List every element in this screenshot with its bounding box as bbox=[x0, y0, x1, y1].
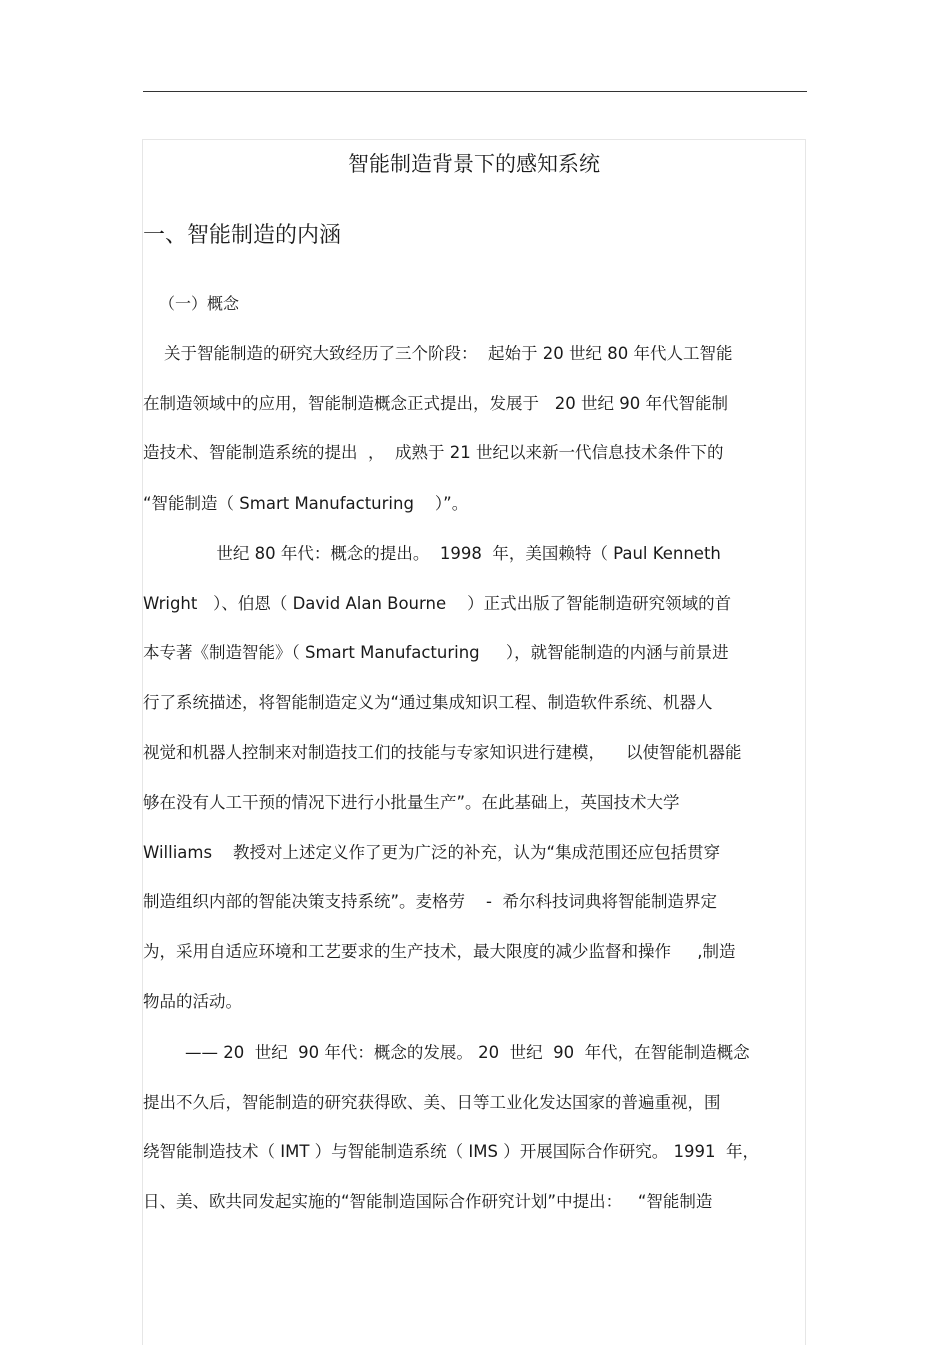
body-line: 日、美、欧共同发起实施的“智能制造国际合作研究计划”中提出： “智能制造 bbox=[143, 1192, 713, 1211]
body-line: 行了系统描述，将智能制造定义为“通过集成知识工程、制造软件系统、机器人 bbox=[143, 693, 713, 712]
section-heading: 一、智能制造的内涵 bbox=[143, 223, 342, 248]
body-line: 世纪 80 年代：概念的提出。 1998 年，美国赖特（ Paul Kenneth bbox=[143, 544, 721, 563]
document-title: 智能制造背景下的感知系统 bbox=[348, 152, 600, 176]
body-line: 造技术、智能制造系统的提出 ， 成熟于 21 世纪以来新一代信息技术条件下的 bbox=[143, 443, 724, 462]
body-line: 关于智能制造的研究大致经历了三个阶段： 起始于 20 世纪 80 年代人工智能 bbox=[143, 344, 733, 363]
body-line: 视觉和机器人控制来对制造技工们的技能与专家知识进行建模， 以使智能机器能 bbox=[143, 743, 742, 762]
body-line: Wright ）、伯恩（ David Alan Bourne ）正式出版了智能制造研究领域的首 bbox=[143, 594, 732, 613]
body-line: Williams 教授对上述定义作了更为广泛的补充，认为“集成范围还应包括贯穿 bbox=[143, 843, 721, 862]
body-line: 物品的活动。 bbox=[143, 992, 242, 1011]
body-line: 制造组织内部的智能决策支持系统”。麦格劳 - 希尔科技词典将智能制造界定 bbox=[143, 892, 717, 911]
body-line: 在制造领域中的应用，智能制造概念正式提出，发展于 20 世纪 90 年代智能制 bbox=[143, 394, 728, 413]
body-line: 本专著《制造智能》（ Smart Manufacturing ），就智能制造的内涵与前景进 bbox=[143, 643, 729, 662]
body-line: —— 20 世纪 90 年代：概念的发展。 20 世纪 90 年代，在智能制造概念 bbox=[143, 1043, 750, 1062]
subsection-heading: （一）概念 bbox=[159, 294, 240, 313]
body-line: 为，采用自适应环境和工艺要求的生产技术，最大限度的减少监督和操作 ,制造 bbox=[143, 942, 736, 961]
header-rule bbox=[143, 91, 807, 92]
body-line: 提出不久后，智能制造的研究获得欧、美、日等工业化发达国家的普遍重视，围 bbox=[143, 1093, 721, 1112]
body-line: 绕智能制造技术（ IMT ）与智能制造系统（ IMS ）开展国际合作研究。 1991 年， bbox=[143, 1142, 759, 1161]
body-line: 够在没有人工干预的情况下进行小批量生产”。在此基础上，英国技术大学 bbox=[143, 793, 680, 812]
body-line: “智能制造（ Smart Manufacturing ）”。 bbox=[143, 494, 469, 513]
